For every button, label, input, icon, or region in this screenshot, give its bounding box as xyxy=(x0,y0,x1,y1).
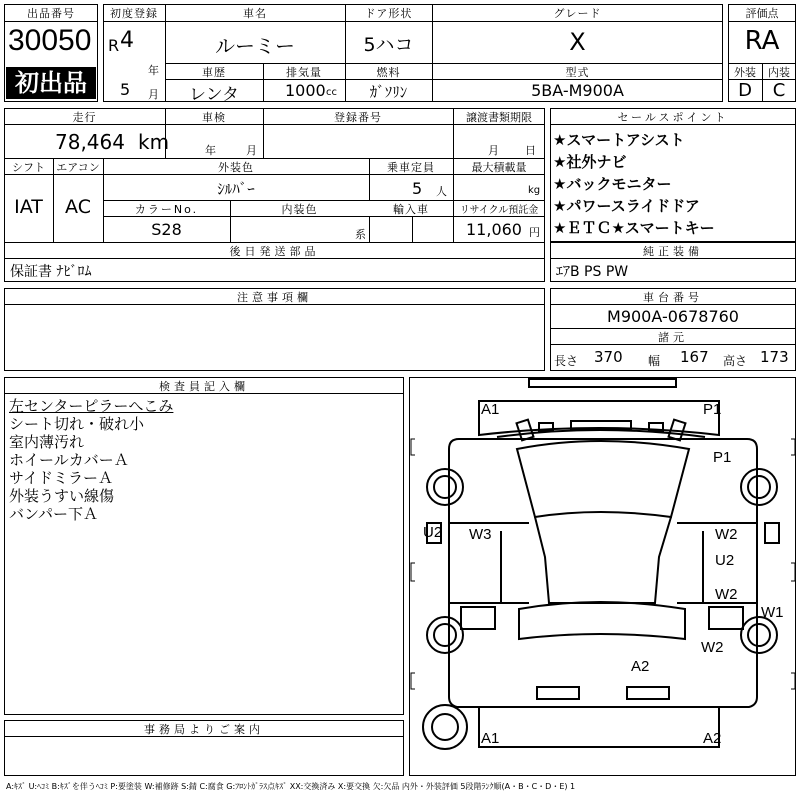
car-name-value: ルーミー xyxy=(215,34,295,58)
color-no-value: S28 xyxy=(151,220,182,239)
height-label: 高さ xyxy=(723,354,748,368)
interior-label: 内装 xyxy=(768,66,790,79)
interior-color-unit: 系 xyxy=(355,228,366,241)
length-label: 長さ xyxy=(554,354,579,368)
damage-mark: P1 xyxy=(703,401,722,418)
inspector-line: 室内薄汚れ xyxy=(9,433,85,451)
fuel-value: ｶﾞｿﾘﾝ xyxy=(369,83,408,101)
width-label: 幅 xyxy=(648,354,661,368)
capacity-label: 乗車定員 xyxy=(387,161,435,174)
inspector-line: 外装うすい線傷 xyxy=(9,487,115,505)
divider xyxy=(4,21,98,22)
interior-score: C xyxy=(772,80,786,101)
specs-label: 諸元 xyxy=(658,331,688,344)
sales-point-item: ★社外ナビ xyxy=(553,153,627,171)
model-label: 型式 xyxy=(565,66,590,79)
recycle-unit: 円 xyxy=(529,226,540,239)
chassis-value: M900A-0678760 xyxy=(607,307,739,326)
shift-label: シフト xyxy=(12,161,45,174)
inspection-year-unit: 年 xyxy=(205,144,216,157)
damage-mark: W3 xyxy=(469,526,492,543)
max-load-unit: kg xyxy=(528,185,541,196)
exterior-score: D xyxy=(738,80,752,101)
history-label: 車歴 xyxy=(202,66,226,79)
first-reg-month: 5 xyxy=(120,80,131,99)
car-diagram xyxy=(409,377,796,776)
aircon-label: エアコン xyxy=(56,161,100,174)
transfer-docs-label: 譲渡書類期限 xyxy=(466,111,532,124)
damage-mark: A2 xyxy=(631,658,650,675)
score-value: RA xyxy=(744,26,780,56)
equipment-value: ｴｱB PS PW xyxy=(556,264,629,280)
exterior-label: 外装 xyxy=(734,66,756,79)
later-parts-value: 保証書 ﾅﾋﾞﾛﾑ xyxy=(10,264,92,280)
first-listing-badge: 初出品 xyxy=(6,67,96,99)
inspector-label: 検査員記入欄 xyxy=(159,380,249,393)
inspection-label: 車検 xyxy=(202,111,226,124)
import-label: 輸入車 xyxy=(393,203,429,216)
first-reg-year-unit: 年 xyxy=(148,64,159,77)
damage-mark: W2 xyxy=(701,639,724,656)
recycle-value: 11,060 xyxy=(466,220,522,239)
damage-mark: P1 xyxy=(713,449,732,466)
first-reg-era: R xyxy=(108,36,120,55)
lot-label: 出品番号 xyxy=(27,7,75,20)
damage-mark: U2 xyxy=(715,552,735,569)
transfer-month-unit: 月 xyxy=(488,144,499,157)
first-reg-label: 初度登録 xyxy=(110,7,158,20)
sales-point-item: ★バックモニター xyxy=(553,175,672,193)
score-label: 評価点 xyxy=(745,7,779,20)
first-reg-year: 4 xyxy=(120,28,134,53)
damage-mark: A1 xyxy=(481,730,500,747)
capacity-value: 5 xyxy=(412,179,423,198)
notes-label: 注意事項欄 xyxy=(237,291,312,304)
sales-point-item: ★パワースライドドア xyxy=(553,197,700,215)
chassis-label: 車台番号 xyxy=(643,291,703,304)
mileage-unit: km xyxy=(138,130,170,154)
model-value: 5BA-M900A xyxy=(531,81,624,100)
displacement-label: 排気量 xyxy=(286,66,322,79)
later-parts-label: 後日発送部品 xyxy=(229,245,320,258)
car-name-label: 車名 xyxy=(243,7,267,20)
damage-mark: W1 xyxy=(761,604,784,621)
damage-mark: W2 xyxy=(715,586,738,603)
max-load-label: 最大積載量 xyxy=(471,161,527,174)
inspector-line: 左センターピラーへこみ xyxy=(9,397,174,415)
width-value: 167 xyxy=(680,348,709,366)
inspection-month-unit: 月 xyxy=(246,144,257,157)
displacement-value: 1000 xyxy=(285,81,326,100)
inspector-line: バンパー下Ａ xyxy=(9,505,98,523)
inspector-line: ホイールカバーＡ xyxy=(9,451,129,469)
sales-point-item: ★スマートアシスト xyxy=(553,131,685,149)
mileage-value: 78,464 xyxy=(55,130,125,154)
grade-value: X xyxy=(569,28,586,56)
damage-mark: A1 xyxy=(481,401,500,418)
shift-value: IAT xyxy=(14,196,43,218)
recycle-label: リサイクル預託金 xyxy=(459,205,539,216)
first-reg-month-unit: 月 xyxy=(148,88,159,101)
damage-mark: A2 xyxy=(703,730,722,747)
registration-label: 登録番号 xyxy=(334,111,382,124)
color-no-label: カラーNo. xyxy=(134,203,199,216)
damage-mark: U2 xyxy=(423,524,443,541)
damage-mark: W2 xyxy=(715,526,738,543)
length-value: 370 xyxy=(594,348,623,366)
height-value: 173 xyxy=(760,348,789,366)
office-label: 事務局よりご案内 xyxy=(144,723,264,736)
exterior-color-value: ｼﾙﾊﾞｰ xyxy=(217,180,255,198)
door-value: 5ハコ xyxy=(363,34,414,56)
sales-points-label: セールスポイント xyxy=(617,111,729,124)
lot-number: 30050 xyxy=(8,24,92,57)
transfer-day-unit: 日 xyxy=(525,144,536,157)
interior-color-label: 内装色 xyxy=(281,203,318,216)
door-label: ドア形状 xyxy=(364,7,413,20)
equipment-label: 純正装備 xyxy=(643,245,703,258)
exterior-color-label: 外装色 xyxy=(218,161,254,174)
grade-label: グレード xyxy=(553,7,602,20)
displacement-unit: cc xyxy=(326,87,337,98)
fuel-label: 燃料 xyxy=(376,66,401,79)
inspector-line: シート切れ・破れ小 xyxy=(9,415,145,433)
aircon-value: AC xyxy=(65,196,91,218)
inspector-line: サイドミラーＡ xyxy=(9,469,113,487)
sales-point-item: ★ＥＴＣ★スマートキー xyxy=(553,219,715,237)
mileage-label: 走行 xyxy=(72,111,97,124)
capacity-unit: 人 xyxy=(436,185,447,198)
legend-text: A:ｷｽﾞ U:ﾍｺﾐ B:ｷｽﾞを伴うﾍｺﾐ P:要塗装 W:補修跡 S:錆 C:腐食 G:ﾌﾛﾝﾄｶﾞﾗｽ点ｷｽﾞ XX:交換済み X:要交換 欠:欠品 内外・外装評価 5段階ﾗﾝｸ順(A・B・C・D・E) 1 xyxy=(6,782,576,791)
history-value: レンタ xyxy=(189,85,239,105)
